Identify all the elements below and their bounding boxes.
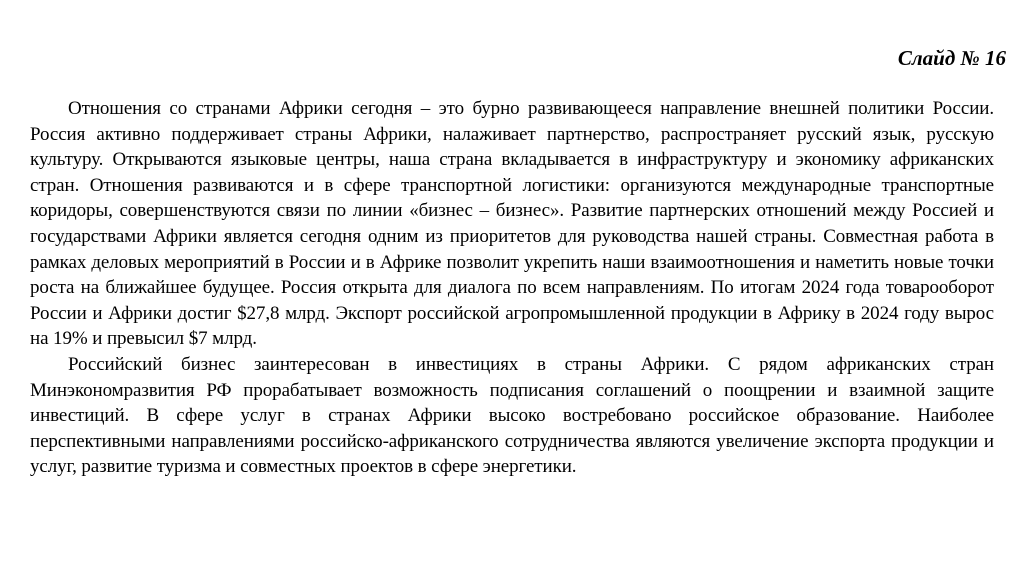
slide-body-text [30, 96, 994, 480]
paragraph-africa-relations: Отношения со странами Африки сегодня – это бурно развивающееся направление внешней политики России. Россия активно поддерживает страны Африки, налаживает партнерство, распространяет русский язык, русскую культуру. Открываются языковые центры, наша страна вкладывается в инфраструктуру и экономику африканских стран. Отношения развиваются и в сфере транспортной логистики: организуются международные транспортные коридоры, совершенствуются связи по линии «бизнес – бизнес». Развитие партнерских отношений между Россией и государствами Африки является сегодня одним из приоритетов для руководства нашей страны. Совместная работа в рамках деловых мероприятий в России и в Африке позволит укрепить наши взаимоотношения и наметить новые точки роста на ближайшее будущее. Россия открыта для диалога по всем направлениям. По итогам 2024 года товарооборот России и Африки достиг $27,8 млрд. Экспорт российской агропромышленной продукции в Африку в 2024 году вырос на 19% и превысил $7 млрд. [30, 98, 994, 350]
slide-number: Слайд № 16 [897, 46, 1006, 70]
paragraph-investments: Российский бизнес заинтересован в инвестициях в страны Африки. С рядом африканских стран Минэкономразвития РФ прорабатывает возможность подписания соглашений о поощрении и взаимной защите инвестиций. В сфере услуг в странах Африки высоко востребовано российское образование. Наиболее перспективными направлениями российско-африканского сотрудничества являются увеличение экспорта продукции и услуг, развитие туризма и совместных проектов в сфере энергетики. [30, 353, 994, 478]
